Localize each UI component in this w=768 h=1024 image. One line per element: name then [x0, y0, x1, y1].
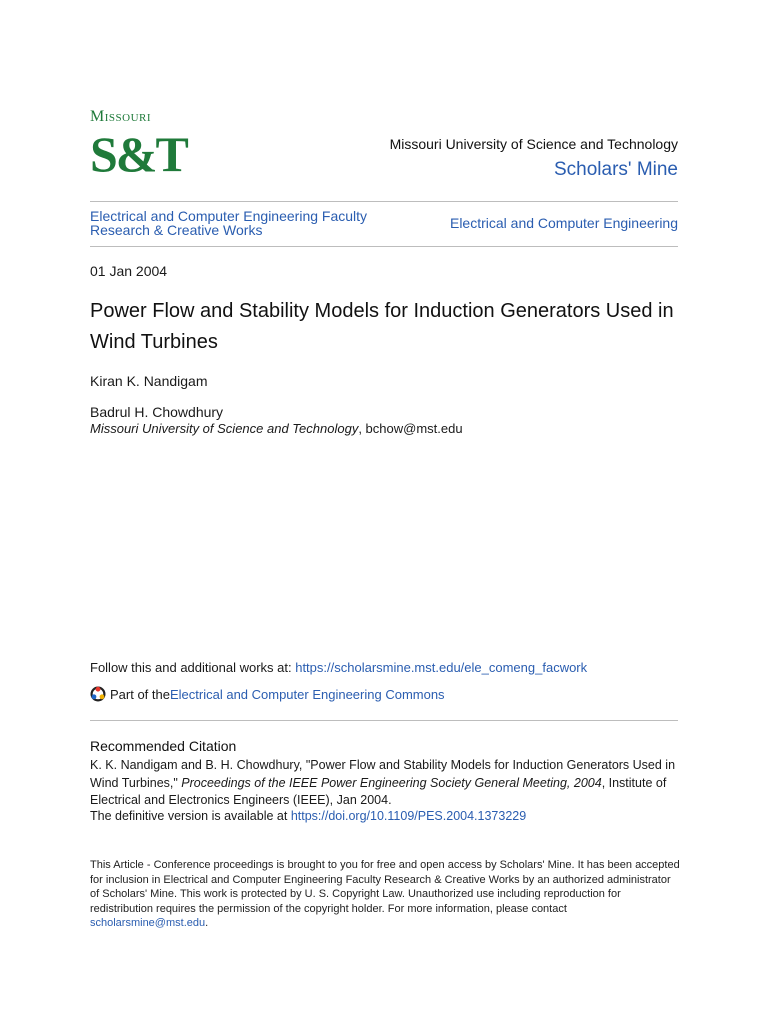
part-of-prefix: Part of the [110, 686, 170, 702]
citation-text [90, 757, 680, 810]
author-affiliation [90, 421, 463, 436]
divider [90, 201, 678, 202]
publication-date: 01 Jan 2004 [90, 263, 168, 279]
notice-text: This Article - Conference proceedings is brought to you for free and open access by Scholars' Mine. It has been accepted for inclusion in Electrical and Computer Engineering Faculty Research & Creative Works by an authorized administrator of Scholars' Mine. This work is protected by U. S. Copyright Law. Unauthorized use including reproduction for redistribution requires the permission of the copyright holder. For more information, please contact [90, 859, 680, 915]
follow-link[interactable]: https://scholarsmine.mst.edu/ele_comeng_facwork [295, 660, 588, 675]
collection-link-department[interactable]: Electrical and Computer Engineering [449, 215, 678, 231]
affiliation-text: Missouri University of Science and Technology [90, 421, 359, 436]
part-of-line [90, 686, 445, 702]
commons-icon [90, 686, 106, 702]
definitive-prefix: The definitive version is available at [90, 809, 291, 823]
recommended-citation-heading: Recommended Citation [90, 738, 237, 754]
citation-venue: Proceedings of the IEEE Power Engineering Society General Meeting, 2004 [181, 775, 602, 790]
follow-line [90, 660, 587, 675]
follow-prefix: Follow this and additional works at: [90, 660, 296, 675]
citation-part-1: K. K. Nandigam and B. H. Chowdhury, "Power Flow and Stability Models for Induction Generators Used in Wind Turbines," [90, 758, 676, 790]
doi-link[interactable]: https://doi.org/10.1109/PES.2004.1373229 [290, 809, 527, 823]
collection-link-faculty-works[interactable]: Electrical and Computer Engineering Faculty Research & Creative Works [90, 208, 368, 238]
logo-wordmark: Missouri [90, 108, 152, 125]
author-name: Badrul H. Chowdhury [90, 404, 224, 420]
notice-end: . [205, 917, 209, 930]
repository-link[interactable]: Scholars' Mine [553, 159, 678, 180]
author-name: Kiran K. Nandigam [90, 373, 208, 389]
paper-title: Power Flow and Stability Models for Induction Generators Used in Wind Turbines [90, 300, 674, 353]
logo-mark: S&T [90, 126, 187, 182]
institution-name: Missouri University of Science and Technology [389, 136, 678, 152]
citation-part-2: , Institute of Electrical and Electronics Engineers (IEEE), Jan 2004. [90, 775, 667, 807]
access-notice [90, 858, 680, 931]
author-email: , bchow@mst.edu [358, 421, 463, 436]
definitive-version-line [90, 809, 526, 823]
commons-link[interactable]: Electrical and Computer Engineering Commons [169, 686, 445, 702]
divider [90, 720, 678, 721]
university-logo [90, 108, 187, 182]
contact-email-link[interactable]: scholarsmine@mst.edu [90, 917, 206, 930]
divider [90, 246, 678, 247]
